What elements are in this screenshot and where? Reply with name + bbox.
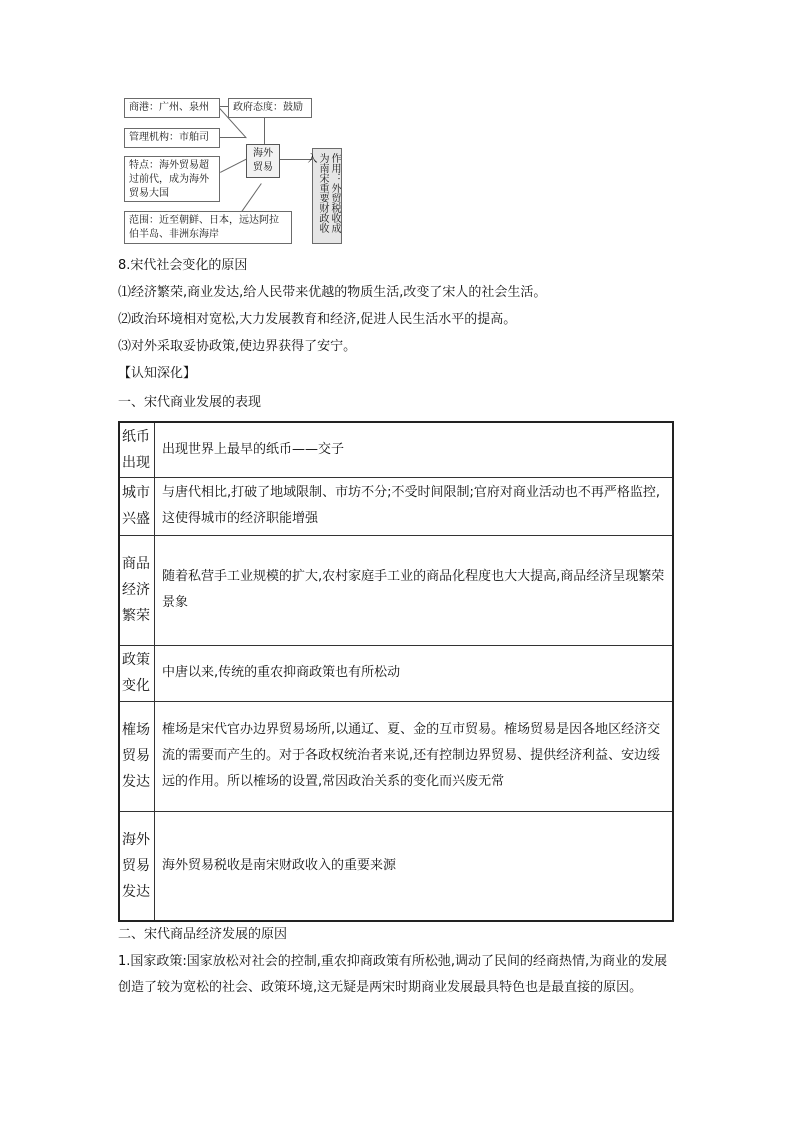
section-8-title: 8.宋代社会变化的原因 bbox=[118, 258, 248, 273]
diagram-node-feature: 特点：海外贸易超过前代，成为海外贸易大国 bbox=[124, 156, 220, 202]
table-row bbox=[119, 477, 673, 535]
diagram-node-role: 作用：外贸税收成为南宋重要财政收入 bbox=[312, 148, 342, 244]
row-header: 海外贸易发达 bbox=[119, 811, 155, 921]
diagram-node-center: 海外贸易 bbox=[246, 144, 280, 178]
section-8-item-2: ⑵政治环境相对宽松,大力发展教育和经济,促进人民生活水平的提高。 bbox=[118, 312, 517, 327]
part-2-heading: 二、宋代商品经济发展的原因 bbox=[118, 927, 288, 942]
diagram-node-agency: 管理机构：市舶司 bbox=[124, 128, 220, 148]
table-row bbox=[119, 645, 673, 701]
row-header: 城市兴盛 bbox=[119, 477, 155, 535]
connector-line bbox=[220, 106, 228, 107]
connector-line bbox=[220, 158, 247, 173]
overseas-trade-diagram bbox=[118, 92, 354, 248]
deepen-heading: 【认知深化】 bbox=[118, 366, 197, 381]
row-content: 与唐代相比,打破了地域限制、市坊不分;不受时间限制;官府对商业活动也不再严格监控,这使得城市的经济职能增强 bbox=[155, 477, 674, 535]
table-row bbox=[119, 535, 673, 645]
table-row bbox=[119, 811, 673, 921]
reason-1-paragraph: 1.国家政策:国家放松对社会的控制,重农抑商政策有所松弛,调动了民间的经商热情,为商业的发展创造了较为宽松的社会、政策环境,这无疑是两宋时期商业发展最具特色也是最直接的原因。 bbox=[118, 954, 668, 995]
row-content: 中唐以来,传统的重农抑商政策也有所松动 bbox=[155, 645, 674, 701]
connector-line bbox=[218, 137, 246, 138]
section-8-item-1: ⑴经济繁荣,商业发达,给人民带来优越的物质生活,改变了宋人的社会生活。 bbox=[118, 285, 547, 300]
diagram-node-port: 商港：广州、泉州 bbox=[124, 98, 220, 118]
row-header: 商品经济繁荣 bbox=[119, 535, 155, 645]
row-content: 榷场是宋代官办边界贸易场所,以通辽、夏、金的互市贸易。榷场贸易是因各地区经济交流的需要而产生的。对于各政权统治者来说,还有控制边界贸易、提供经济利益、安边绥远的作用。所以榷场的设置,常因政治关系的变化而兴废无常 bbox=[155, 701, 674, 811]
row-header: 政策变化 bbox=[119, 645, 155, 701]
table-row bbox=[119, 701, 673, 811]
row-content: 海外贸易税收是南宋财政收入的重要来源 bbox=[155, 811, 674, 921]
section-8-item-3: ⑶对外采取妥协政策,使边界获得了安宁。 bbox=[118, 339, 357, 354]
connector-line bbox=[220, 106, 221, 107]
row-content: 随着私营手工业规模的扩大,农村家庭手工业的商品化程度也大大提高,商品经济呈现繁荣景象 bbox=[155, 535, 674, 645]
part-1-heading: 一、宋代商业发展的表现 bbox=[118, 395, 262, 410]
row-content: 出现世界上最早的纸币——交子 bbox=[155, 422, 674, 477]
table-row bbox=[119, 422, 673, 477]
row-header: 榷场贸易发达 bbox=[119, 701, 155, 811]
commerce-table bbox=[118, 421, 674, 922]
diagram-node-scope: 范围：近至朝鲜、日本，远达阿拉伯半岛、非洲东海岸 bbox=[124, 211, 292, 244]
diagram-node-attitude: 政府态度：鼓励 bbox=[228, 98, 312, 118]
row-header: 纸币出现 bbox=[119, 422, 155, 477]
